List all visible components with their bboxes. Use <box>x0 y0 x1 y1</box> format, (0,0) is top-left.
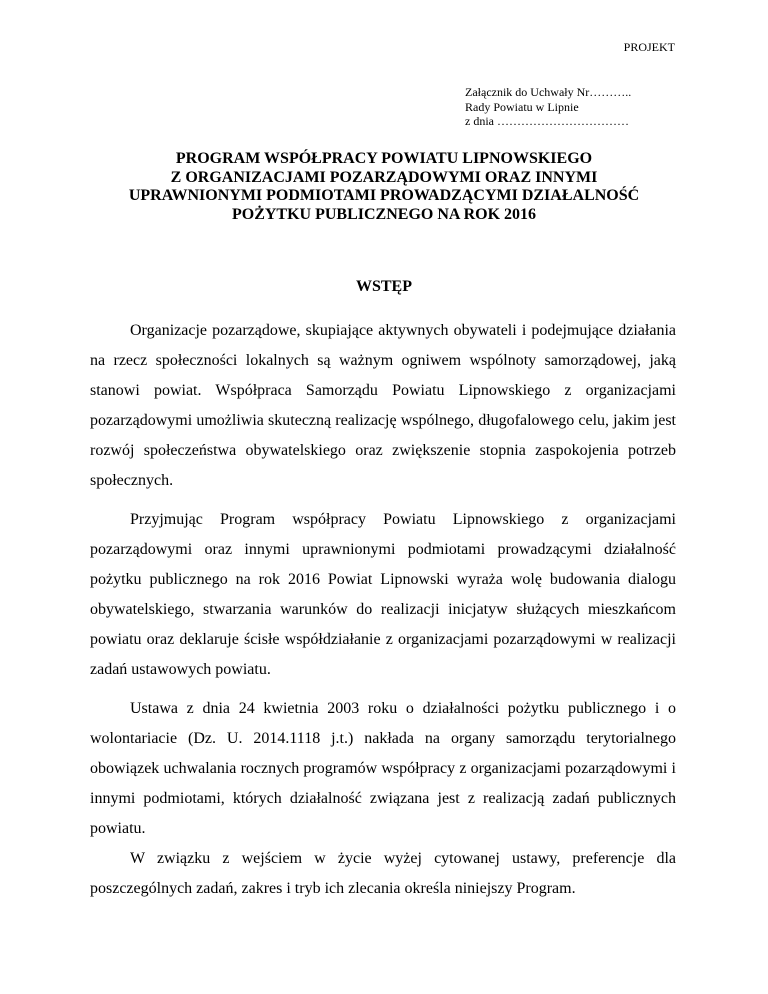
annex-line-date: z dnia …………………………… <box>465 114 629 128</box>
annex-line-resolution: Załącznik do Uchwały Nr……….. <box>465 85 632 99</box>
section-heading: WSTĘP <box>355 278 412 295</box>
title-line: UPRAWNIONYMI PODMIOTAMI PROWADZĄCYMI DZIAŁALNOŚĆ <box>128 187 640 204</box>
body-paragraph: Organizacje pozarządowe, skupiające aktywnych obywateli i podejmujące działania na rzecz społeczności lokalnych są ważnym ogniwem wspólnoty samorządowej, jaką stanowi powiat. Współpraca Samorządu Powiatu Lipnowskiego z organizacjami pozarządowymi umożliwia skuteczną realizację wspólnego, długofalowego celu, jakim jest rozwój społeczeństwa obywatelskiego oraz zwiększenie stopnia zaspokojenia potrzeb społecznych. <box>90 322 676 489</box>
title-line: POŻYTKU PUBLICZNEGO NA ROK 2016 <box>231 205 537 223</box>
body-paragraph: W związku z wejściem w życie wyżej cytowanej ustawy, preferencje dla poszczególnych zadań, zakres i tryb ich zlecania określa niniejszy Program. <box>90 850 676 897</box>
annex-note <box>465 85 631 129</box>
title-line: Z ORGANIZACJAMI POZARZĄDOWYMI ORAZ INNYMI <box>170 168 598 186</box>
document-status-label: PROJEKT <box>623 40 675 54</box>
document-body <box>90 316 676 904</box>
title-line: PROGRAM WSPÓŁPRACY POWIATU LIPNOWSKIEGO <box>175 150 593 167</box>
body-paragraph: Przyjmując Program współpracy Powiatu Lipnowskiego z organizacjami pozarządowymi oraz innymi uprawnionymi podmiotami prowadzącymi działalność pożytku publicznego na rok 2016 Powiat Lipnowski wyraża wolę budowania dialogu obywatelskiego, stwarzania warunków do realizacji inicjatyw służących mieszkańcom powiatu oraz deklaruje ścisłe współdziałanie z organizacjami pozarządowymi w realizacji zadań ustawowych powiatu. <box>90 511 676 678</box>
body-paragraph: Ustawa z dnia 24 kwietnia 2003 roku o działalności pożytku publicznego i o wolontariacie (Dz. U. 2014.1118 j.t.) nakłada na organy samorządu terytorialnego obowiązek uchwalania rocznych programów współpracy z organizacjami pozarządowymi i innymi podmiotami, których działalność związana jest z realizacją zadań publicznych powiatu. <box>90 700 676 837</box>
document-title <box>0 150 768 224</box>
annex-line-council: Rady Powiatu w Lipnie <box>465 99 579 114</box>
